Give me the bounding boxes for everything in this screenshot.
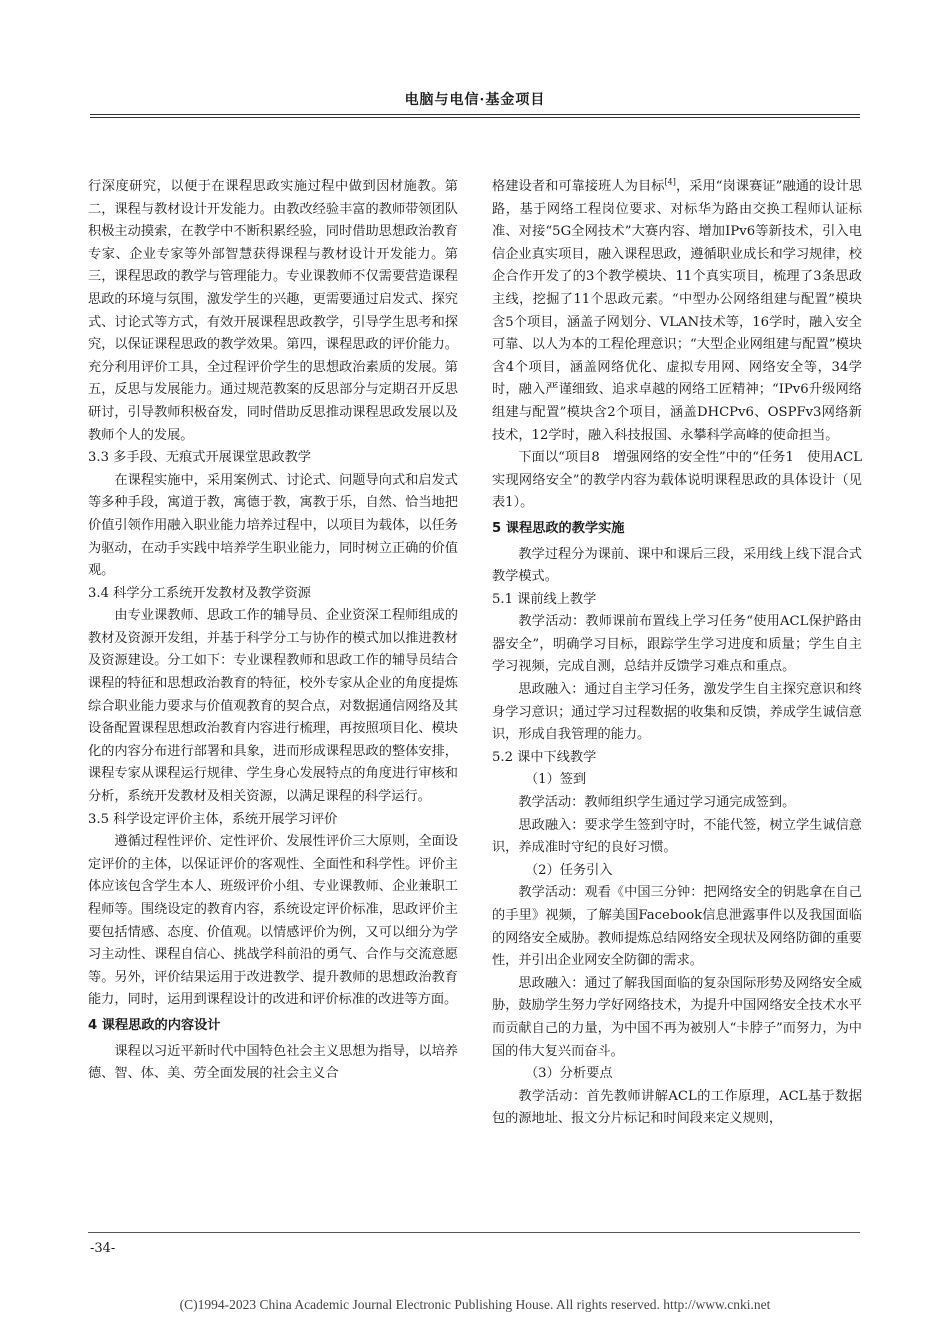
journal-title: 电脑与电信·基金项目 [404, 92, 546, 108]
section-heading-5: 5 课程思政的教学实施 [492, 520, 625, 536]
paragraph: 教学活动：观看《中国三分钟：把网络安全的钥匙拿在自己的手里》视频，了解美国Facebook信息泄露事件以及我国面临的网络安全威胁。教师提炼总结网络安全现状及网络防御的重要性，并引出企业网安全防御的需求。 [492, 885, 862, 969]
paragraph: 教学过程分为课前、课中和课后三段，采用线上线下混合式教学模式。 [492, 546, 862, 585]
citation-ref: [4] [664, 177, 676, 187]
right-column [492, 176, 862, 1131]
paragraph-text: ，采用“岗课赛证”融通的设计思路，基于网络工程岗位要求、对标华为路由交换工程师认证标准、对接“5G全网技术”大赛内容、增加IPv6等新技术，引入电信企业真实项目，融入课程思政，遵循职业成长和学习规律，校企合作开发了的3个教学模块、11个真实项目，梳理了3条思政主线，挖掘了11个思政元素。“中型办公网络组建与配置”模块含5个项目，涵盖子网划分、VLAN技术等，16学时，融入安全可靠、以人为本的工程伦理意识；“大型企业网组建与配置”模块含4个项目，涵盖网络优化、虚拟专用网、网络安全等，34学时，融入严谨细致、追求卓越的网络工匠精神；“IPv6升级网络组建与配置”模块含2个项目，涵盖DHCPv6、OSPFv3网络新技术，12学时，融入科技报国、永攀科学高峰的使命担当。 [492, 179, 863, 443]
section-heading-4: 4 课程思政的内容设计 [88, 1017, 221, 1033]
section-heading-3-5: 3.5 科学设定评价主体，系统开展学习评价 [88, 811, 338, 827]
running-header [0, 89, 950, 109]
paragraph: 教学活动：首先教师讲解ACL的工作原理，ACL基于数据包的源地址、报文分片标记和时间段来定义规则， [492, 1088, 862, 1127]
list-item-heading: （2）任务引入 [525, 862, 613, 878]
paragraph: 教学活动：教师课前布置线上学习任务“使用ACL保护路由器安全”，明确学习目标，跟踪学生学习进度和质量；学生自主学习视频，完成自测，总结并反馈学习难点和重点。 [492, 614, 862, 675]
paragraph: 思政融入：要求学生签到守时，不能代签，树立学生诚信意识，养成准时守纪的良好习惯。 [492, 817, 862, 856]
paragraph: 教学活动：教师组织学生通过学习通完成签到。 [518, 795, 796, 811]
section-heading-5-1: 5.1 课前线上教学 [492, 591, 597, 607]
paragraph: 下面以“项目8 增强网络的安全性”中的“任务1 使用ACL实现网络安全”的教学内容为载体说明课程思政的具体设计（见表1）。 [492, 450, 862, 511]
header-rule [90, 114, 860, 115]
paragraph: 遵循过程性评价、定性评价、发展性评价三大原则，全面设定评价的主体，以保证评价的客观性、全面性和科学性。评价主体应该包含学生本人、班级评价小组、专业课教师、企业兼职工程师等。围绕设定的教育内容，系统设定评价标准，思政评价主要包括情感、态度、价值观。以情感评价为例，又可以细分为学习主动性、课程自信心、挑战学科前沿的勇气、合作与交流意愿等。另外，评价结果运用于改进教学、提升教师的思想政治教育能力，同时，运用到课程设计的改进和评价标准的改进等方面。 [88, 834, 458, 1008]
paragraph: 课程以习近平新时代中国特色社会主义思想为指导，以培养德、智、体、美、劳全面发展的社会主义合 [88, 1043, 458, 1082]
paragraph: 行深度研究，以便于在课程思政实施过程中做到因材施教。第二，课程与教材设计开发能力。由教改经验丰富的教师带领团队积极主动摸索，在教学中不断积累经验，同时借助思想政治教育专家、企业专家等外部智慧获得课程与教材设计开发能力。第三，课程思政的教学与管理能力。专业课教师不仅需要营造课程思政的环境与氛围，激发学生的兴趣，更需要通过启发式、探究式、讨论式等方式，有效开展课程思政教学，引导学生思考和探究，以保证课程思政的教学效果。第四，课程思政的评价能力。充分利用评价工具，全过程评价学生的思想政治素质的发展。第五，反思与发展能力。通过规范教案的反思部分与定期召开反思研讨，引导教师积极奋发，同时借助反思推动课程思政发展以及教师个人的发展。 [88, 179, 458, 443]
paragraph: 思政融入：通过了解我国面临的复杂国际形势及网络安全威胁，鼓励学生努力学好网络技术，为提升中国网络安全技术水平而贡献自己的力量，为中国不再为被别人“卡脖子”而努力，为中国的伟大复兴而奋斗。 [492, 975, 862, 1059]
paragraph: 在课程实施中，采用案例式、讨论式、问题导向式和启发式等多种手段，寓道于教，寓德于教，寓教于乐，自然、恰当地把价值引领作用融入职业能力培养过程中，以项目为载体，以任务为驱动，在动手实践中培养学生职业能力，同时树立正确的价值观。 [88, 472, 458, 579]
copyright-notice: (C)1994-2023 China Academic Journal Electronic Publishing House. All rights reserved. http://www.cnki.net [179, 1297, 771, 1312]
paragraph: 思政融入：通过自主学习任务，激发学生自主探究意识和终身学习意识；通过学习过程数据的收集和反馈，养成学生诚信意识，形成自我管理的能力。 [492, 682, 862, 743]
list-item-heading: （1）签到 [525, 772, 587, 788]
header-rule-2 [90, 117, 860, 118]
paragraph-text: 格建设者和可靠接班人为目标 [492, 179, 665, 194]
paragraph: 由专业课教师、思政工作的辅导员、企业资深工程师组成的教材及资源开发组，并基于科学分工与协作的模式加以推进教材及资源建设。分工如下：专业课程教师和思政工作的辅导员结合课程的特征和思想政治教育的特征，校外专家从企业的角度提炼综合职业能力要求与价值观教育的契合点，对数据通信网络及其设备配置课程思想政治教育内容进行梳理，再按照项目化、模块化的内容分布进行部署和具象，进而形成课程思政的整体安排，课程专家从课程运行规律、学生身心发展特点的角度进行审核和分析，系统开发教材及相关资源，以满足课程的科学运行。 [88, 608, 458, 805]
section-heading-3-4: 3.4 科学分工系统开发教材及教学资源 [88, 585, 311, 601]
section-heading-5-2: 5.2 课中下线教学 [492, 749, 597, 765]
list-item-heading: （3）分析要点 [525, 1066, 613, 1082]
section-heading-3-3: 3.3 多手段、无痕式开展课堂思政教学 [88, 450, 311, 466]
left-column [88, 176, 458, 1086]
page-number: -34- [90, 1241, 116, 1256]
paragraph [492, 176, 862, 447]
footer-rule [88, 1232, 860, 1233]
